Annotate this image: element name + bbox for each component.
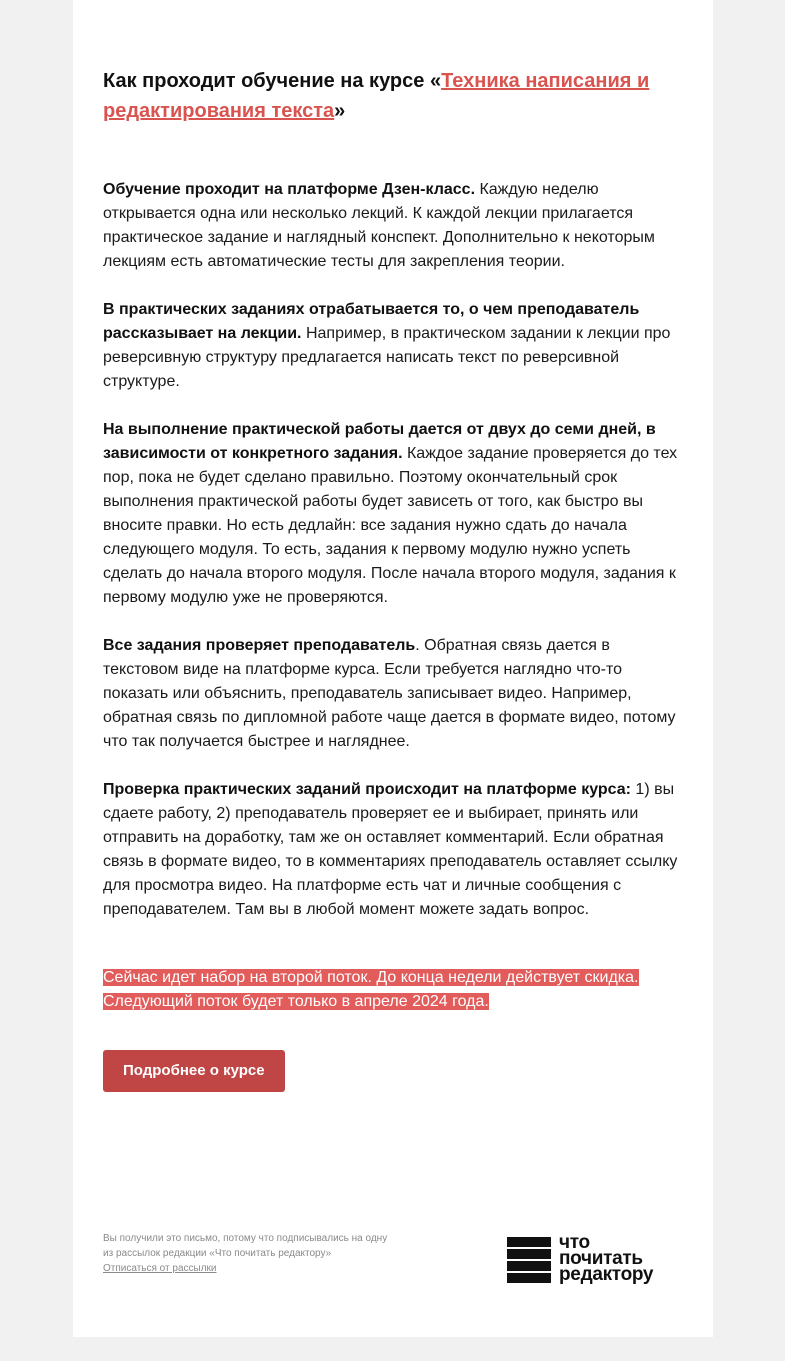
paragraph-bold: На выполнение практической работы дается от двух до семи дней, в зависимости от конкретного задания. (103, 421, 656, 462)
paragraph-text: Каждое задание проверяется до тех пор, пока не будет сделано правильно. Поэтому окончательный срок выполнения практической работы будет зависеть от того, как быстро вы вносите правки. Но есть дедлайн: все задания нужно сдать до начала следующего модуля. То есть, задания к первому модулю нужно успеть сделать до начала второго модуля. После начала второго модуля, задания к первому модулю уже не проверяются. (103, 445, 678, 606)
email-footer (103, 1231, 683, 1291)
paragraph-bold: Все задания проверяет преподаватель (103, 637, 416, 654)
paragraph-checking (103, 778, 683, 922)
course-details-button[interactable]: Подробнее о курсе (103, 1050, 285, 1092)
paragraph-text: . Обратная связь дается в текстовом виде на платформе курса. Если требуется наглядно что-то показать или объяснить, преподаватель записывает видео. Например, обратная связь по дипломной работе чаще дается в формате видео, потому что так получается быстрее и нагляднее. (103, 637, 676, 750)
paragraph-feedback (103, 634, 683, 754)
body-paragraphs (103, 178, 683, 922)
logo-line: что (559, 1232, 590, 1253)
paragraph-bold: Обучение проходит на платформе Дзен-класс. (103, 181, 476, 198)
paragraph-text: 1) вы сдаете работу, 2) преподаватель проверяет ее и выбирает, принять или отправить на доработку, там же он оставляет комментарий. Если обратная связь в формате видео, то в комментариях преподаватель оставляет ссылку для просмотра видео. На платформе есть чат и личные сообщения с преподавателем. Там вы в любой момент можете задать вопрос. (103, 781, 678, 918)
logo-line: редактору (559, 1264, 654, 1285)
heading-prefix: Как проходит обучение на курсе « (103, 70, 442, 92)
brand-logo[interactable] (507, 1232, 683, 1287)
logo-line: почитать (559, 1248, 643, 1269)
email-content (103, 66, 683, 1092)
promo-notice (103, 966, 683, 1014)
paragraph-practice (103, 298, 683, 394)
paragraph-text: Например, в практическом задании к лекции про реверсивную структуру предлагается написать текст по реверсивной структуре. (103, 325, 671, 390)
subscription-reason: Вы получили это письмо, потому что подписывались на одну из рассылок редакции «Что почитать редактору» (103, 1233, 388, 1259)
unsubscribe-link[interactable]: Отписаться от рассылки (103, 1263, 217, 1274)
heading-suffix: » (334, 100, 346, 122)
logo-wordmark (559, 1232, 654, 1285)
paragraph-deadlines (103, 418, 683, 610)
logo-bars-icon (507, 1237, 551, 1283)
paragraph-bold: В практических заданиях отрабатывается то, о чем преподаватель рассказывает на лекции. (103, 301, 640, 342)
paragraph-bold: Проверка практических заданий происходит на платформе курса: (103, 781, 631, 798)
promo-highlight: Сейчас идет набор на второй поток. До конца недели действует скидка. Следующий поток будет только в апреле 2024 года. (103, 969, 639, 1010)
email-card (73, 0, 713, 1337)
footer-note (103, 1231, 393, 1276)
paragraph-text: Каждую неделю открывается одна или несколько лекций. К каждой лекции прилагается практическое задание и наглядный конспект. Дополнительно к некоторым лекциям есть автоматические тесты для закрепления теории. (103, 181, 655, 270)
section-heading (103, 66, 683, 126)
paragraph-platform (103, 178, 683, 274)
course-link[interactable]: Техника написания и редактирования текста (103, 70, 650, 122)
